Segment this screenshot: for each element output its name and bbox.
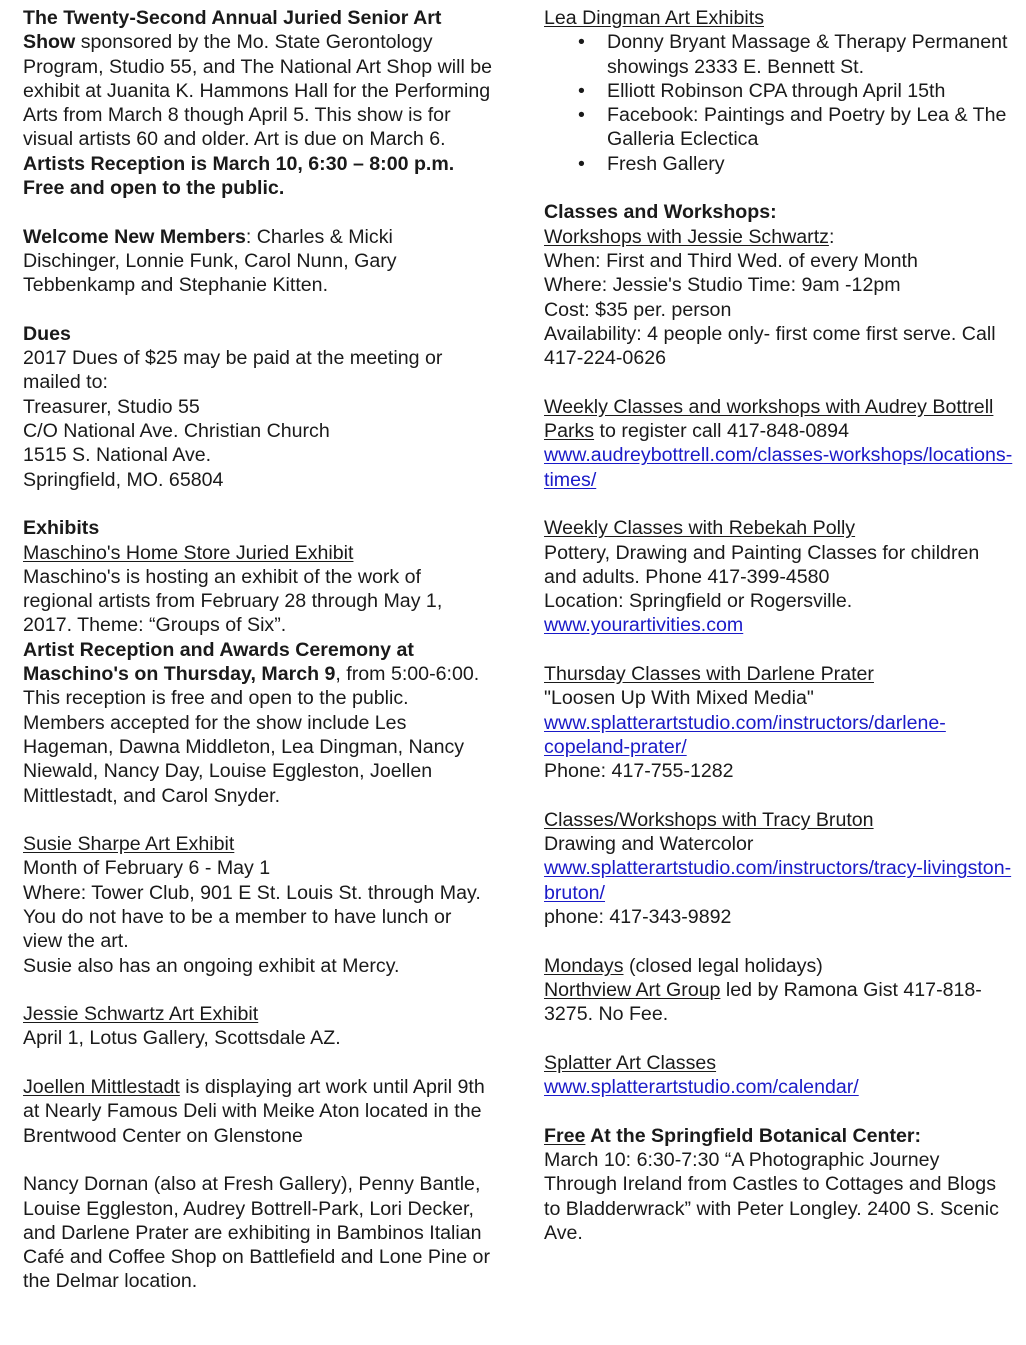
botanical-heading — [544, 1124, 1014, 1148]
jessie-workshop-heading-line — [544, 225, 1014, 249]
susie-exhibit-where: Where: Tower Club, 901 E St. Louis St. through May. You do not have to be a member to have lunch or view the art. — [23, 881, 481, 953]
tracy-classes-phone: phone: 417-343-9892 — [544, 905, 732, 928]
tracy-classes-link[interactable]: www.splatterartstudio.com/instructors/tracy-livingston-bruton/ — [544, 857, 1012, 904]
mondays-heading: Mondays — [544, 954, 624, 977]
left-column — [23, 6, 493, 1294]
list-item: • Donny Bryant Massage & Therapy Permanent showings 2333 E. Bennett St. — [544, 30, 1014, 79]
botanical-free: Free — [544, 1124, 586, 1147]
audrey-classes-text: to register call 417-848-0894 — [594, 420, 849, 443]
rebekah-classes-text: Pottery, Drawing and Painting Classes for children and adults. Phone 417-399-4580 — [544, 541, 980, 588]
splatter-classes-heading: Splatter Art Classes — [544, 1051, 717, 1074]
lea-exhibits-heading: Lea Dingman Art Exhibits — [544, 7, 764, 29]
maschino-exhibit-heading: Maschino's Home Store Juried Exhibit — [23, 541, 354, 564]
dues-address-line: Springfield, MO. 65804 — [23, 468, 224, 491]
welcome-paragraph — [23, 225, 493, 298]
bambinos-paragraph: Nancy Dornan (also at Fresh Gallery), Penny Bantle, Louise Eggleston, Audrey Bottrell-Park, Lori Decker, and Darlene Prater are exhibiting in Bambinos Italian Café and Coffee Shop on Battlefield and Lone Pine or the Delmar location. — [23, 1173, 490, 1293]
dues-address-line: Treasurer, Studio 55 — [23, 395, 200, 418]
audrey-classes-heading: Weekly Classes and workshops with Audrey Bottrell Parks — [544, 395, 994, 443]
northview-group-name: Northview Art Group — [544, 978, 721, 1001]
tracy-classes-heading: Classes/Workshops with Tracy Bruton — [544, 808, 874, 831]
jessie-workshop-heading: Workshops with Jessie Schwartz — [544, 225, 829, 248]
welcome-text: : Charles & Micki Dischinger, Lonnie Funk, Carol Nunn, Gary Tebbenkamp and Stephanie Kitten. — [23, 225, 397, 297]
tracy-classes-subtitle: Drawing and Watercolor — [544, 833, 754, 856]
splatter-classes-link[interactable]: www.splatterartstudio.com/calendar/ — [544, 1076, 859, 1099]
dues-text: 2017 Dues of $25 may be paid at the meeting or mailed to: — [23, 347, 443, 394]
botanical-title: At the Springfield Botanical Center: — [585, 1124, 922, 1147]
jessie-workshop-where: Where: Jessie's Studio Time: 9am -12pm — [544, 274, 901, 297]
botanical-text: March 10: 6:30-7:30 “A Photographic Journey Through Ireland from Castles to Cottages and Blogs to Bladderwrack” with Peter Longley. 2400 S. Scenic Ave. — [544, 1148, 999, 1244]
senior-art-show-paragraph — [23, 6, 493, 152]
dues-address-line: 1515 S. National Ave. — [23, 444, 212, 467]
jessie-workshop-availability: Availability: 4 people only- first come first serve. Call 417-224-0626 — [544, 322, 996, 370]
joellen-text: is displaying art work until April 9th at Nearly Famous Deli with Meike Aton located in the Brentwood Center on Glenstone — [23, 1076, 485, 1147]
right-column — [544, 6, 1014, 1245]
maschino-exhibit-text: Maschino's is hosting an exhibit of the work of regional artists from February 28 through May 1, 2017. Theme: “Groups of Six”. — [23, 565, 443, 637]
artists-reception-notice: Artists Reception is March 10, 6:30 – 8:00 p.m. Free and open to the public. — [23, 152, 455, 200]
mondays-line — [544, 954, 1014, 978]
darlene-classes-subtitle: "Loosen Up With Mixed Media" — [544, 687, 814, 710]
maschino-reception-paragraph — [23, 638, 493, 808]
darlene-classes-phone: Phone: 417-755-1282 — [544, 760, 734, 783]
senior-art-show-title: The Twenty-Second Annual Juried Senior Art Show — [23, 7, 442, 54]
lea-exhibits-list — [544, 30, 1014, 176]
list-item: • Fresh Gallery — [544, 152, 1014, 176]
northview-paragraph — [544, 978, 1014, 1027]
list-item: • Elliott Robinson CPA through April 15th — [544, 79, 1014, 103]
audrey-classes-link[interactable]: www.audreybottrell.com/classes-workshops/locations-times/ — [544, 444, 1013, 491]
maschino-reception-bold: Artist Reception and Awards Ceremony at Maschino's on Thursday, March 9 — [23, 638, 414, 686]
susie-exhibit-heading: Susie Sharpe Art Exhibit — [23, 833, 235, 856]
heading-colon: : — [828, 225, 835, 248]
joellen-paragraph — [23, 1075, 493, 1148]
jessie-exhibit-heading: Jessie Schwartz Art Exhibit — [23, 1003, 259, 1026]
maschino-reception-text: , from 5:00-6:00. This reception is free and open to the public. Members accepted for the show include Les Hageman, Dawna Middleton, Lea Dingman, Nancy Niewald, Nancy Day, Louise Eggleston, Joellen Mittlestadt, and Carol Snyder. — [23, 663, 480, 807]
rebekah-classes-location: Location: Springfield or Rogersville. — [544, 590, 853, 613]
jessie-workshop-cost: Cost: $35 per. person — [544, 298, 732, 321]
darlene-classes-heading: Thursday Classes with Darlene Prater — [544, 663, 874, 686]
susie-exhibit-mercy: Susie also has an ongoing exhibit at Mercy. — [23, 954, 400, 977]
jessie-exhibit-text: April 1, Lotus Gallery, Scottsdale AZ. — [23, 1027, 341, 1050]
audrey-classes-paragraph — [544, 395, 1014, 444]
dues-title: Dues — [23, 322, 71, 345]
senior-art-show-text: sponsored by the Mo. State Gerontology Program, Studio 55, and The National Art Shop will be exhibit at Juanita K. Hammons Hall for the Performing Arts from March 8 though April 5. This show is for visual artists 60 and older. Art is due on March 6. — [23, 31, 493, 151]
classes-title: Classes and Workshops: — [544, 201, 777, 224]
joellen-name: Joellen Mittlestadt — [23, 1076, 180, 1099]
susie-exhibit-dates: Month of February 6 - May 1 — [23, 857, 271, 880]
mondays-note: (closed legal holidays) — [623, 954, 823, 977]
exhibits-title: Exhibits — [23, 517, 100, 540]
dues-address-line: C/O National Ave. Christian Church — [23, 420, 330, 443]
rebekah-classes-heading: Weekly Classes with Rebekah Polly — [544, 517, 856, 540]
jessie-workshop-when: When: First and Third Wed. of every Month — [544, 249, 918, 272]
northview-text: led by Ramona Gist 417-818-3275. No Fee. — [544, 978, 982, 1026]
list-item: • Facebook: Paintings and Poetry by Lea & The Galleria Eclectica — [544, 103, 1014, 152]
welcome-title: Welcome New Members — [23, 225, 246, 248]
rebekah-classes-link[interactable]: www.yourartivities.com — [544, 614, 744, 637]
darlene-classes-link[interactable]: www.splatterartstudio.com/instructors/darlene-copeland-prater/ — [544, 711, 946, 758]
